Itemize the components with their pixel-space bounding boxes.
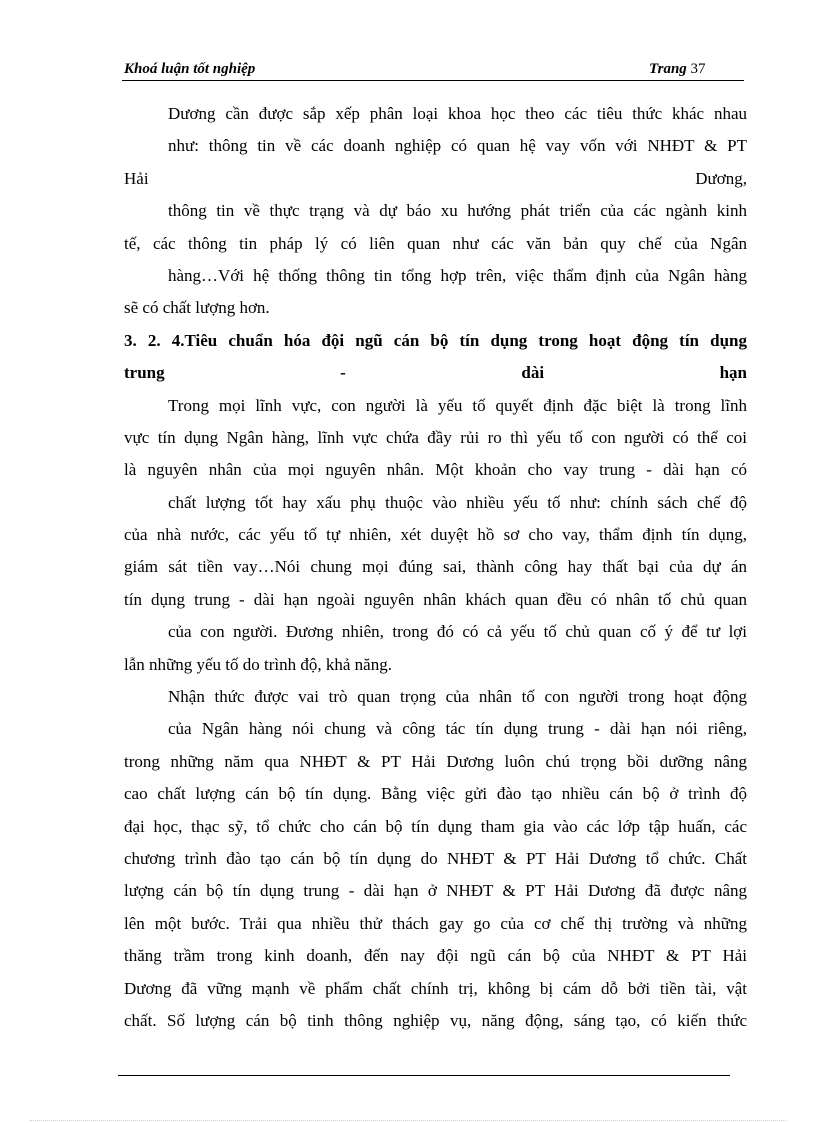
section-heading: 3. 2. 4.Tiêu chuẩn hóa đội ngũ cán bộ tín dụng trong hoạt động tín dụng — [124, 330, 747, 350]
text-line: cao chất lượng cán bộ tín dụng. Bằng việc gửi đào tạo nhiều cán bộ ở trình độ — [124, 784, 747, 804]
text-line: hàng…Với hệ thống thông tin tổng hợp trên, việc thẩm định của Ngân hàng — [168, 265, 747, 285]
text-line: của con người. Đương nhiên, trong đó có cả yếu tố chủ quan cố ý để tư lợi — [168, 622, 747, 642]
text-line: sẽ có chất lượng hơn. — [124, 298, 270, 318]
text-line: lẫn những yếu tố do trình độ, khả năng. — [124, 654, 392, 674]
text-line: Dương cần được sắp xếp phân loại khoa học theo các tiêu thức khác nhau — [168, 104, 747, 123]
text-line: lên một bước. Trải qua nhiều thử thách gay go của cơ chế thị trường và những — [124, 913, 747, 933]
text-line: là nguyên nhân của mọi nguyên nhân. Một khoản cho vay trung - dài hạn có — [124, 460, 747, 480]
text-line: thông tin về thực trạng và dự báo xu hướng phát triển của các ngành kinh — [168, 201, 747, 221]
header-page — [649, 61, 706, 78]
header-title: Khoá luận tốt nghiệp — [124, 61, 256, 77]
text-line: Nhận thức được vai trò quan trọng của nhân tố con người trong hoạt động — [168, 687, 747, 707]
text-line: chương trình đào tạo cán bộ tín dụng do NHĐT & PT Hải Dương tổ chức. Chất — [124, 848, 747, 868]
text-line: vực tín dụng Ngân hàng, lĩnh vực chứa đầy rủi ro thì yếu tố con người có thể coi — [124, 427, 747, 447]
text-line: Trong mọi lĩnh vực, con người là yếu tố quyết định đặc biệt là trong lĩnh — [168, 395, 747, 415]
text-line: chất. Số lượng cán bộ tinh thông nghiệp vụ, năng động, sáng tạo, có kiến thức — [124, 1010, 747, 1030]
text-line: Hải Dương, — [124, 168, 747, 188]
header-page-label: Trang — [649, 61, 687, 77]
text-line: tín dụng trung - dài hạn ngoài nguyên nhân khách quan đều có nhân tố chủ quan — [124, 589, 747, 609]
text-line: trong những năm qua NHĐT & PT Hải Dương luôn chú trọng bồi dưỡng nâng — [124, 751, 747, 771]
document-body — [124, 98, 747, 1037]
header-page-number: 37 — [690, 61, 706, 77]
text-line: thăng trầm trong kinh doanh, đến nay đội ngũ cán bộ của NHĐT & PT Hải — [124, 946, 747, 966]
text-line: của nhà nước, các yếu tố tự nhiên, xét duyệt hồ sơ cho vay, thẩm định tín dụng, — [124, 525, 747, 545]
text-line: chất lượng tốt hay xấu phụ thuộc vào nhiều yếu tố như: chính sách chế độ — [168, 492, 747, 512]
page-header — [122, 58, 744, 81]
text-line: của Ngân hàng nói chung và công tác tín dụng trung - dài hạn nói riêng, — [168, 719, 747, 739]
text-line: tế, các thông tin pháp lý có liên quan như các văn bản quy chế của Ngân — [124, 233, 747, 253]
text-line: lượng cán bộ tín dụng trung - dài hạn ở NHĐT & PT Hải Dương đã được nâng — [124, 881, 747, 901]
text-line: đại học, thạc sỹ, tổ chức cho cán bộ tín dụng tham gia vào các lớp tập huấn, các — [124, 816, 747, 836]
page-edge-divider — [30, 1120, 786, 1121]
text-line: như: thông tin về các doanh nghiệp có quan hệ vay vốn với NHĐT & PT — [168, 136, 747, 156]
text-line: giám sát tiền vay…Nói chung mọi đúng sai, thành công hay thất bại của dự án — [124, 557, 747, 577]
section-heading: trung - dài hạn — [124, 363, 747, 383]
footer-rule — [118, 1075, 730, 1076]
text-line: Dương đã vững mạnh về phẩm chất chính trị, không bị cám dỗ bởi tiền tài, vật — [124, 978, 747, 998]
